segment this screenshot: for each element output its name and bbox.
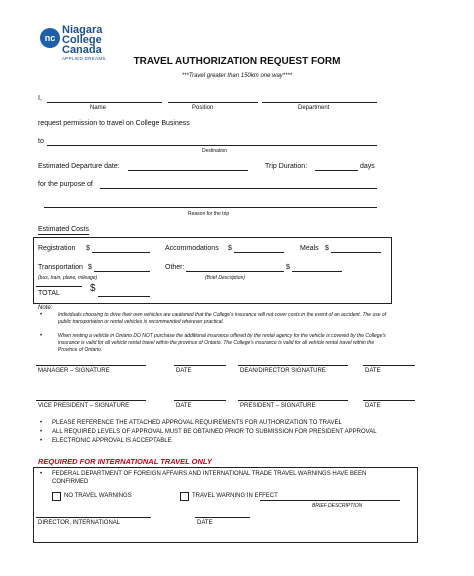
manager-date-field[interactable] xyxy=(174,365,226,366)
president-signature-caption: PRESIDENT – SIGNATURE xyxy=(240,403,316,409)
director-date-caption: DATE xyxy=(197,520,213,526)
manager-signature-field[interactable] xyxy=(36,365,146,366)
requirement-bullet-3: • xyxy=(40,438,43,444)
logo-tagline: APPLIED DREAMS. xyxy=(62,56,108,61)
reason-caption: Reason for the trip xyxy=(188,211,230,217)
form-subtitle: ***Travel greater than 150km one way**** xyxy=(181,73,293,79)
requirement-3: ELECTRONIC APPROVAL IS ACCEPTABLE xyxy=(52,438,172,444)
position-caption: Position xyxy=(192,105,214,111)
vp-date-field[interactable] xyxy=(174,400,226,401)
name-field[interactable] xyxy=(47,102,162,103)
no-travel-warnings-label: NO TRAVEL WARNINGS xyxy=(64,493,132,499)
vp-date-caption: DATE xyxy=(176,403,192,409)
total-currency: $ xyxy=(90,283,96,294)
department-field[interactable] xyxy=(262,102,377,103)
name-caption: Name xyxy=(90,105,107,111)
intl-bullet: • xyxy=(40,471,43,477)
other-description-caption: (Brief Description) xyxy=(205,275,246,281)
other-label: Other: xyxy=(165,264,185,271)
registration-field[interactable] xyxy=(92,252,150,253)
trip-duration-field[interactable] xyxy=(315,170,358,171)
requirement-bullet-1: • xyxy=(40,420,43,426)
dean-signature-caption: DEAN/DIRECTOR SIGNATURE xyxy=(240,368,326,374)
brief-description-caption: BRIEF DESCRIPTION xyxy=(312,503,363,509)
requirement-bullet-2: • xyxy=(40,429,43,435)
intl-confirm-line1: FEDERAL DEPARTMENT OF FOREIGN AFFAIRS AND INTERNATIONAL TRADE TRAVEL WARNINGS HAVE BEEN xyxy=(52,471,367,477)
position-field[interactable] xyxy=(168,102,258,103)
logo-line3: Canada xyxy=(62,44,102,56)
trip-duration-label: Trip Duration: xyxy=(265,163,308,170)
travel-warning-label: TRAVEL WARNING IN EFFECT xyxy=(192,493,278,499)
note-bullet-1: • xyxy=(40,312,43,318)
form-title: TRAVEL AUTHORIZATION REQUEST FORM xyxy=(133,56,341,67)
president-signature-field[interactable] xyxy=(238,400,348,401)
other-amount-field[interactable] xyxy=(292,271,342,272)
dean-date-field[interactable] xyxy=(363,365,415,366)
international-heading: REQUIRED FOR INTERNATIONAL TRAVEL ONLY xyxy=(38,457,212,466)
other-description-field[interactable] xyxy=(186,271,284,272)
i-label: I, xyxy=(38,95,42,102)
logo-line2: College xyxy=(62,34,102,46)
vp-signature-field[interactable] xyxy=(36,400,146,401)
logo-line1: Niagara xyxy=(62,24,103,36)
dean-signature-field[interactable] xyxy=(238,365,348,366)
total-field[interactable] xyxy=(98,296,150,297)
destination-caption: Destination xyxy=(202,148,228,154)
destination-field[interactable] xyxy=(47,145,377,146)
director-signature-field[interactable] xyxy=(36,517,151,518)
college-logo xyxy=(62,25,102,55)
purpose-field-2[interactable] xyxy=(44,207,377,208)
requirement-1: PLEASE REFERENCE THE ATTACHED APPROVAL REQUIREMENTS FOR AUTHORIZATION TO TRAVEL xyxy=(52,420,342,426)
registration-currency: $ xyxy=(86,245,90,252)
accommodations-label: Accommodations xyxy=(165,245,219,252)
days-label: days xyxy=(360,163,375,170)
note-bullet-2: • xyxy=(40,333,43,339)
accommodations-currency: $ xyxy=(228,245,232,252)
other-currency: $ xyxy=(286,264,290,271)
requirement-2: ALL REQUIRED LEVELS OF APPROVAL MUST BE OBTAINED PRIOR TO SUBMISSION FOR PRESIDENT APPROVAL xyxy=(52,429,377,435)
purpose-field-1[interactable] xyxy=(100,188,377,189)
meals-currency: $ xyxy=(325,245,329,252)
to-label: to xyxy=(38,138,44,145)
transportation-label: Transportation xyxy=(38,264,83,271)
note-2: When renting a vehicle in Ontario DO NOT purchase the additional insurance offered by the rental agency for the vehicle is covered by the College's insurance is valid for all vehicle rental travel within the province of Ontario. The College's insurance is valid for all vehicle rental travel within the Province of Ontario. xyxy=(58,333,386,353)
transportation-field[interactable] xyxy=(94,271,150,272)
vp-signature-caption: VICE PRESIDENT – SIGNATURE xyxy=(38,403,130,409)
request-text: request permission to travel on College Business xyxy=(38,120,190,127)
director-caption: DIRECTOR, INTERNATIONAL xyxy=(38,520,121,526)
purpose-label: for the purpose of xyxy=(38,181,93,188)
manager-signature-caption: MANAGER – SIGNATURE xyxy=(38,368,110,374)
department-caption: Department xyxy=(298,105,330,111)
warning-description-field[interactable] xyxy=(260,500,400,501)
registration-label: Registration xyxy=(38,245,76,252)
dean-date-caption: DATE xyxy=(365,368,381,374)
notes-heading: Note: xyxy=(38,305,53,311)
meals-field[interactable] xyxy=(331,252,381,253)
logo-mark: nc xyxy=(40,28,60,48)
total-divider xyxy=(36,286,82,287)
departure-date-field[interactable] xyxy=(128,170,248,171)
costs-heading: Estimated Costs xyxy=(38,226,89,233)
travel-warning-checkbox[interactable] xyxy=(180,492,189,501)
transportation-currency: $ xyxy=(88,264,92,271)
departure-label: Estimated Departure date: xyxy=(38,163,120,170)
note-1: Individuals choosing to drive their own vehicles are cautioned that the College's insurance will not cover costs in the event of an accident. The use of public transportation or rental vehicles is recommended wherever practical. xyxy=(58,312,387,325)
president-date-caption: DATE xyxy=(365,403,381,409)
total-label: TOTAL xyxy=(38,290,60,297)
accommodations-field[interactable] xyxy=(234,252,284,253)
transportation-hint: (bus, train, plane, mileage) xyxy=(38,275,98,281)
costs-heading-underline xyxy=(38,234,89,235)
meals-label: Meals xyxy=(300,245,319,252)
no-travel-warnings-checkbox[interactable] xyxy=(52,492,61,501)
director-date-field[interactable] xyxy=(195,517,250,518)
manager-date-caption: DATE xyxy=(176,368,192,374)
president-date-field[interactable] xyxy=(363,400,415,401)
intl-confirm-line2: CONFIRMED xyxy=(52,479,89,485)
